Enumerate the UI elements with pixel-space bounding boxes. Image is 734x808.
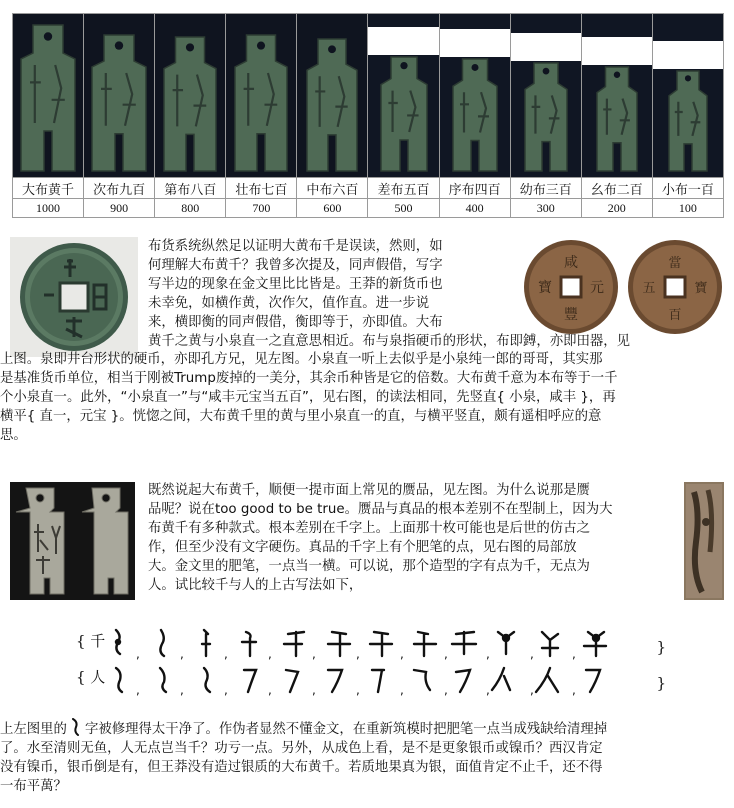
spade-coin-body xyxy=(597,67,637,171)
svg-text:,: , xyxy=(572,683,576,696)
coin-table xyxy=(12,13,724,218)
text-line: 布货系统纵然足以证明大黄布千是误读，然则，如 xyxy=(148,239,443,254)
svg-text:,: , xyxy=(312,647,316,660)
spade-coin-image xyxy=(232,33,290,173)
qian-glyph-row xyxy=(76,624,666,660)
spade-coin-image xyxy=(161,35,219,173)
spade-coin-image xyxy=(89,33,149,173)
spade-coin-image xyxy=(666,69,710,173)
spade-coin-image xyxy=(594,65,640,173)
svg-text:,: , xyxy=(444,683,448,696)
svg-text:,: , xyxy=(356,683,360,696)
svg-text:,: , xyxy=(180,647,184,660)
coin-name: 序布四百 xyxy=(439,178,510,199)
coin-image-row xyxy=(13,14,724,178)
svg-text:當: 當 xyxy=(668,256,682,271)
coin-image-cell xyxy=(155,14,226,178)
svg-text:寶: 寶 xyxy=(694,281,708,296)
text-line: 人。试比较千与人的上古写法如下， xyxy=(148,577,363,593)
svg-text:,: , xyxy=(530,647,534,660)
spade-coin-hole xyxy=(257,42,265,50)
text-line: 来，横即衡的同声假借，衡即等于，亦即值。大布 xyxy=(148,314,443,330)
spade-coin-body xyxy=(381,57,427,171)
counterfeit-spade-coins-image xyxy=(10,482,135,600)
svg-text:,: , xyxy=(224,683,228,696)
spade-coin-hole xyxy=(329,45,337,53)
text-segment: 上左图里的 xyxy=(0,722,67,737)
spade-coin-body xyxy=(92,35,146,171)
paragraph-1 xyxy=(0,238,734,446)
text-line: 既然说起大布黄千，顺便一提市面上常见的赝品，见左图。为什么说那是赝 xyxy=(148,483,590,498)
svg-text:咸: 咸 xyxy=(564,255,578,271)
spade-coin-hole xyxy=(685,75,691,81)
spade-coin-body xyxy=(235,35,287,171)
svg-text:,: , xyxy=(180,683,184,696)
coin-name: 大布黄千 xyxy=(13,178,84,199)
spade-coin-hole xyxy=(542,68,549,75)
coin-value: 600 xyxy=(297,199,368,218)
text-line: 上图。泉即井台形状的硬币，亦即孔方兄，见左图。小泉直一听上去似乎是小泉纯一郎的哥哥，其实那 xyxy=(0,352,603,368)
spade-coin-body xyxy=(21,25,75,171)
spade-coin-hole xyxy=(186,43,194,51)
svg-text:,: , xyxy=(572,647,576,660)
coin-value: 400 xyxy=(439,199,510,218)
spade-coin-body xyxy=(669,71,707,171)
coin-name-row xyxy=(13,178,724,199)
text-line: 作，但至少没有文字硬伤。真品的千字上有个肥笔的点，见右图的局部放 xyxy=(148,539,577,555)
coin-value: 200 xyxy=(581,199,652,218)
coin-value-row xyxy=(13,199,724,218)
glyph-row-close: } xyxy=(656,674,666,692)
spade-coin-body xyxy=(164,37,216,171)
text-line: 一布平萬？ xyxy=(0,778,67,794)
text-line: 是基准货币单位，相当于刚被Trump废掉的一美分，其余币种皆是它的倍数。大布黄千意为本布等于一千 xyxy=(0,371,618,387)
coin-value: 500 xyxy=(368,199,439,218)
spade-coin-hole xyxy=(471,64,478,71)
qian-character-closeup-image xyxy=(684,482,724,600)
coin-image-cell xyxy=(84,14,155,178)
text-line: 未幸免，如横作黄，次作欠，值作直。进一步说 xyxy=(148,295,430,311)
text-line: 品呢？说在too good to be true。赝品与真品的根本差别不在型制上，因为大 xyxy=(148,501,613,517)
coin-name: 中布六百 xyxy=(297,178,368,199)
coin-image-cell xyxy=(510,14,581,178)
spade-coin-hole xyxy=(44,32,52,40)
svg-text:,: , xyxy=(312,683,316,696)
spade-coin-image xyxy=(450,57,500,173)
coin-name: 差布五百 xyxy=(368,178,439,199)
coin-value: 1000 xyxy=(13,199,84,218)
text-line: 写半边的现象在金文里比比皆是。王莽的新货币也 xyxy=(148,276,443,292)
ren-inline-glyph xyxy=(67,718,85,736)
svg-text:豐: 豐 xyxy=(564,307,578,323)
svg-text:,: , xyxy=(356,647,360,660)
coin-value: 700 xyxy=(226,199,297,218)
coin-name: 小布一百 xyxy=(652,178,723,199)
svg-text:,: , xyxy=(136,647,140,660)
spade-coin-body xyxy=(453,59,497,171)
text-line: 了。水至清则无鱼，人无点岂当千？功亏一点。另外，从成色上看，是不是更象银币或镍币？西汉肯定 xyxy=(0,740,603,756)
spade-coin-hole xyxy=(115,41,123,49)
qian-ancient-glyphs xyxy=(106,624,646,660)
coin-value: 100 xyxy=(652,199,723,218)
ren-glyph-row xyxy=(76,660,666,696)
svg-text:,: , xyxy=(486,683,490,696)
coin-value: 300 xyxy=(510,199,581,218)
glyph-row-lead: { 人 xyxy=(76,668,106,686)
coin-value: 800 xyxy=(155,199,226,218)
coin-image-cell xyxy=(13,14,84,178)
svg-text:,: , xyxy=(400,647,404,660)
spade-coin-image xyxy=(18,23,78,173)
text-line: 没有镍币，银币倒是有，但王莽没有造过银质的大布黄千。若质地果真为银，面值肯定不止千，还不得 xyxy=(0,759,603,775)
svg-text:,: , xyxy=(400,683,404,696)
coin-image-cell xyxy=(297,14,368,178)
coin-value: 900 xyxy=(84,199,155,218)
spade-coin-image xyxy=(378,55,430,173)
text-line: 思。 xyxy=(0,428,27,444)
svg-text:,: , xyxy=(486,647,490,660)
text-line: 何理解大布黄千？我曾多次提及，同声假借，写字 xyxy=(148,257,443,273)
spade-coin-body xyxy=(525,63,567,171)
text-line: 横平{ 直一，元宝 }。恍惚之间，大布黄千里的黄与里小泉直一的直，与横平竖直，颇有遥相呼应的意 xyxy=(0,409,602,425)
svg-text:寶: 寶 xyxy=(538,280,552,296)
glyph-row-lead: { 千 xyxy=(76,632,106,650)
svg-text:,: , xyxy=(444,647,448,660)
text-line: 黄千之黄与小泉直一之直意思相近。布与泉指硬币的形状，布即鎛，亦即田器，见 xyxy=(148,333,631,349)
coin-name: 幺布二百 xyxy=(581,178,652,199)
svg-text:五: 五 xyxy=(642,281,656,296)
svg-text:,: , xyxy=(268,647,272,660)
coin-image-cell xyxy=(439,14,510,178)
coin-name: 次布九百 xyxy=(84,178,155,199)
svg-text:,: , xyxy=(268,683,272,696)
text-line: 布黄千有多种款式。根本差别在千字上。上面那十枚可能也是后世的仿古之 xyxy=(148,520,590,536)
svg-text:,: , xyxy=(224,647,228,660)
svg-text:元: 元 xyxy=(590,280,604,296)
coin-name: 幼布三百 xyxy=(510,178,581,199)
spade-coin-hole xyxy=(400,62,407,69)
spade-coin-body xyxy=(307,39,357,171)
coin-name: 壮布七百 xyxy=(226,178,297,199)
text-segment: 字被修理得太干净了。作伪者显然不懂金文，在重新筑模时把肥笔一点当成残缺给清理掉 xyxy=(84,722,608,737)
svg-text:,: , xyxy=(530,683,534,696)
glyph-row-close: } xyxy=(656,638,666,656)
text-line: 个小泉直一。此外，“小泉直一”与“咸丰元宝当五百”，见右图，的读法相同，先竖直{ 小泉，咸丰 }，再 xyxy=(0,390,616,406)
coin-image-cell xyxy=(652,14,723,178)
spade-coin-hole xyxy=(614,72,620,78)
coin-name: 第布八百 xyxy=(155,178,226,199)
text-line xyxy=(0,718,734,740)
svg-text:,: , xyxy=(136,683,140,696)
coin-image-cell xyxy=(368,14,439,178)
paragraph-3 xyxy=(0,718,734,797)
paragraph-2 xyxy=(148,482,684,595)
svg-text:百: 百 xyxy=(668,308,682,323)
ren-ancient-glyphs xyxy=(106,660,646,696)
spade-coin-image xyxy=(522,61,570,173)
text-line: 大。金文里的肥笔，一点当一横。可以说，那个造型的字有点为千，无点为 xyxy=(148,558,590,574)
spade-coin-image xyxy=(304,37,360,173)
coin-image-cell xyxy=(226,14,297,178)
coin-image-cell xyxy=(581,14,652,178)
